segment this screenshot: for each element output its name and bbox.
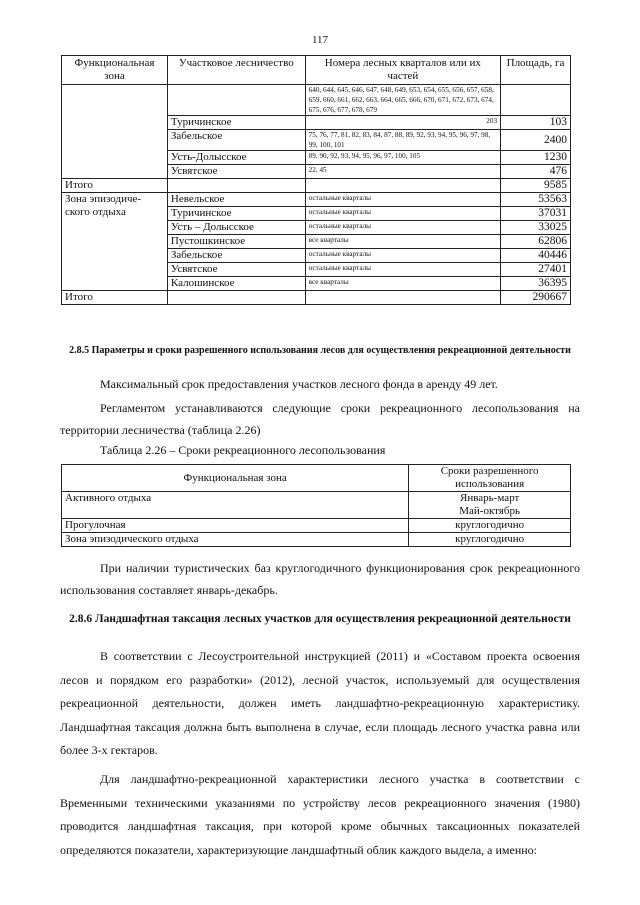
area-cell: 62806 [501, 235, 571, 249]
recreation-terms-table [61, 464, 571, 547]
forestry-cell: Туричинское [167, 116, 305, 130]
quarters-cell: остальные кварталы [305, 193, 500, 207]
area-cell: 1230 [501, 151, 571, 165]
forestry-cell: Невельское [167, 193, 305, 207]
forestry-cell: Усть – Долысское [167, 221, 305, 235]
table-row [62, 533, 571, 547]
area-cell: 2400 [501, 130, 571, 151]
forest-zones-table [61, 55, 571, 305]
table-header-row [62, 465, 571, 492]
total-label: Итого [62, 179, 168, 193]
forestry-cell: Калошинское [167, 277, 305, 291]
quarters-cell: все кварталы [305, 277, 500, 291]
area-cell: 36395 [501, 277, 571, 291]
term-line: Январь-март [459, 492, 520, 504]
forestry-cell: Усвятское [167, 165, 305, 179]
page-number: 117 [311, 34, 329, 46]
total-area: 290667 [501, 291, 571, 305]
total-area: 9585 [501, 179, 571, 193]
area-cell [501, 85, 571, 116]
header-quarters: Номера лесных кварталов или их частей [305, 56, 500, 85]
forestry-cell: Туричинское [167, 207, 305, 221]
table-caption: Таблица 2.26 – Сроки рекреационного лесопользования [100, 443, 386, 457]
zone-cell-continued [62, 85, 168, 179]
paragraph-characteristics: Для ландшафтно-рекреационной характеристики лесного участка в соответствии с Временными техническими указаниями по устройству лесов рекреационного значения (1980) проводится ландшафтная таксация, при которой кроме обычных таксационных показателей определяются показатели, характеризующие ландшафтный облик каждого выдела, а именно: [60, 772, 580, 857]
area-cell: 476 [501, 165, 571, 179]
quarters-cell: остальные кварталы [305, 249, 500, 263]
quarters-cell: 22, 45 [305, 165, 500, 179]
quarters-cell: 75, 76, 77, 81, 82, 83, 84, 87, 88, 89, 92, 93, 94, 95, 96, 97, 98, 99, 100, 101 [305, 130, 500, 151]
forestry-cell: Забельское [167, 249, 305, 263]
quarters-cell: остальные кварталы [305, 221, 500, 235]
forestry-cell [167, 85, 305, 116]
table-row [62, 193, 571, 207]
paragraph-regulation: Регламентом устанавливаются следующие сроки рекреационного лесопользования на территории лесничества (таблица 2.26) [60, 401, 580, 437]
zone-cell-episodic: Зона эпизодиче-ского отдыха [62, 193, 168, 291]
total-label: Итого [62, 291, 168, 305]
header-zone: Функциональная зона [62, 465, 409, 492]
forestry-cell: Пустошкинское [167, 235, 305, 249]
table-row [62, 519, 571, 533]
zone-cell: Прогулочная [62, 519, 409, 533]
terms-cell: круглогодично [409, 519, 571, 533]
header-area: Площадь, га [501, 56, 571, 85]
header-forestry: Участковое лесничество [167, 56, 305, 85]
section-2-8-6-heading: 2.8.6 Ландшафтная таксация лесных участков для осуществления рекреационной деятельности [69, 613, 571, 625]
quarters-cell: все кварталы [305, 235, 500, 249]
quarters-cell: 203 [305, 116, 500, 130]
quarters-cell: остальные кварталы [305, 207, 500, 221]
header-zone: Функциональная зона [62, 56, 168, 85]
quarters-cell: 89, 90, 92, 93, 94, 95, 96, 97, 100, 105 [305, 151, 500, 165]
terms-cell: круглогодично [409, 533, 571, 547]
table-header-row [62, 56, 571, 85]
zone-cell: Активного отдыха [62, 492, 409, 519]
area-cell: 53563 [501, 193, 571, 207]
quarters-cell: остальные кварталы [305, 263, 500, 277]
table-row [62, 85, 571, 116]
forestry-cell: Забельское [167, 130, 305, 151]
area-cell: 40446 [501, 249, 571, 263]
term-line: Май-октябрь [459, 505, 520, 517]
section-2-8-5-heading: 2.8.5 Параметры и сроки разрешенного использования лесов для осуществления рекреационной деятельности [69, 345, 571, 356]
area-cell: 103 [501, 116, 571, 130]
terms-cell [409, 492, 571, 519]
paragraph-instruction: В соответствии с Лесоустроительной инструкцией (2011) и «Составом проекта освоения лесов и порядком его разработки» (2012), лесной участок, используемый для осуществления рекреационной деятельности, должен иметь ландшафтно-рекреационную характеристику. Ландшафтная таксация должна быть выполнена в случае, если площадь лесного участка равна или более 3-х гектаров. [60, 649, 580, 757]
forestry-cell: Усть-Долысское [167, 151, 305, 165]
total-row [62, 291, 571, 305]
total-row [62, 179, 571, 193]
quarters-cell: 640, 644, 645, 646, 647, 648, 649, 653, 654, 655, 656, 657, 658, 659, 660, 661, 662, 663, 664, 665, 666, 670, 671, 672, 673, 674, 675, 676, 677, 678, 679 [305, 85, 500, 116]
area-cell: 37031 [501, 207, 571, 221]
table-row [62, 492, 571, 519]
forestry-cell: Усвятское [167, 263, 305, 277]
zone-cell: Зона эпизодического отдыха [62, 533, 409, 547]
paragraph-tourist-bases: При наличии туристических баз круглогодичного функционирования срок рекреационного использования составляет январь-декабрь. [60, 561, 580, 597]
header-terms: Сроки разрешенного использования [409, 465, 571, 492]
area-cell: 27401 [501, 263, 571, 277]
area-cell: 33025 [501, 221, 571, 235]
paragraph-lease-term: Максимальный срок предоставления участков лесного фонда в аренду 49 лет. [100, 377, 498, 391]
